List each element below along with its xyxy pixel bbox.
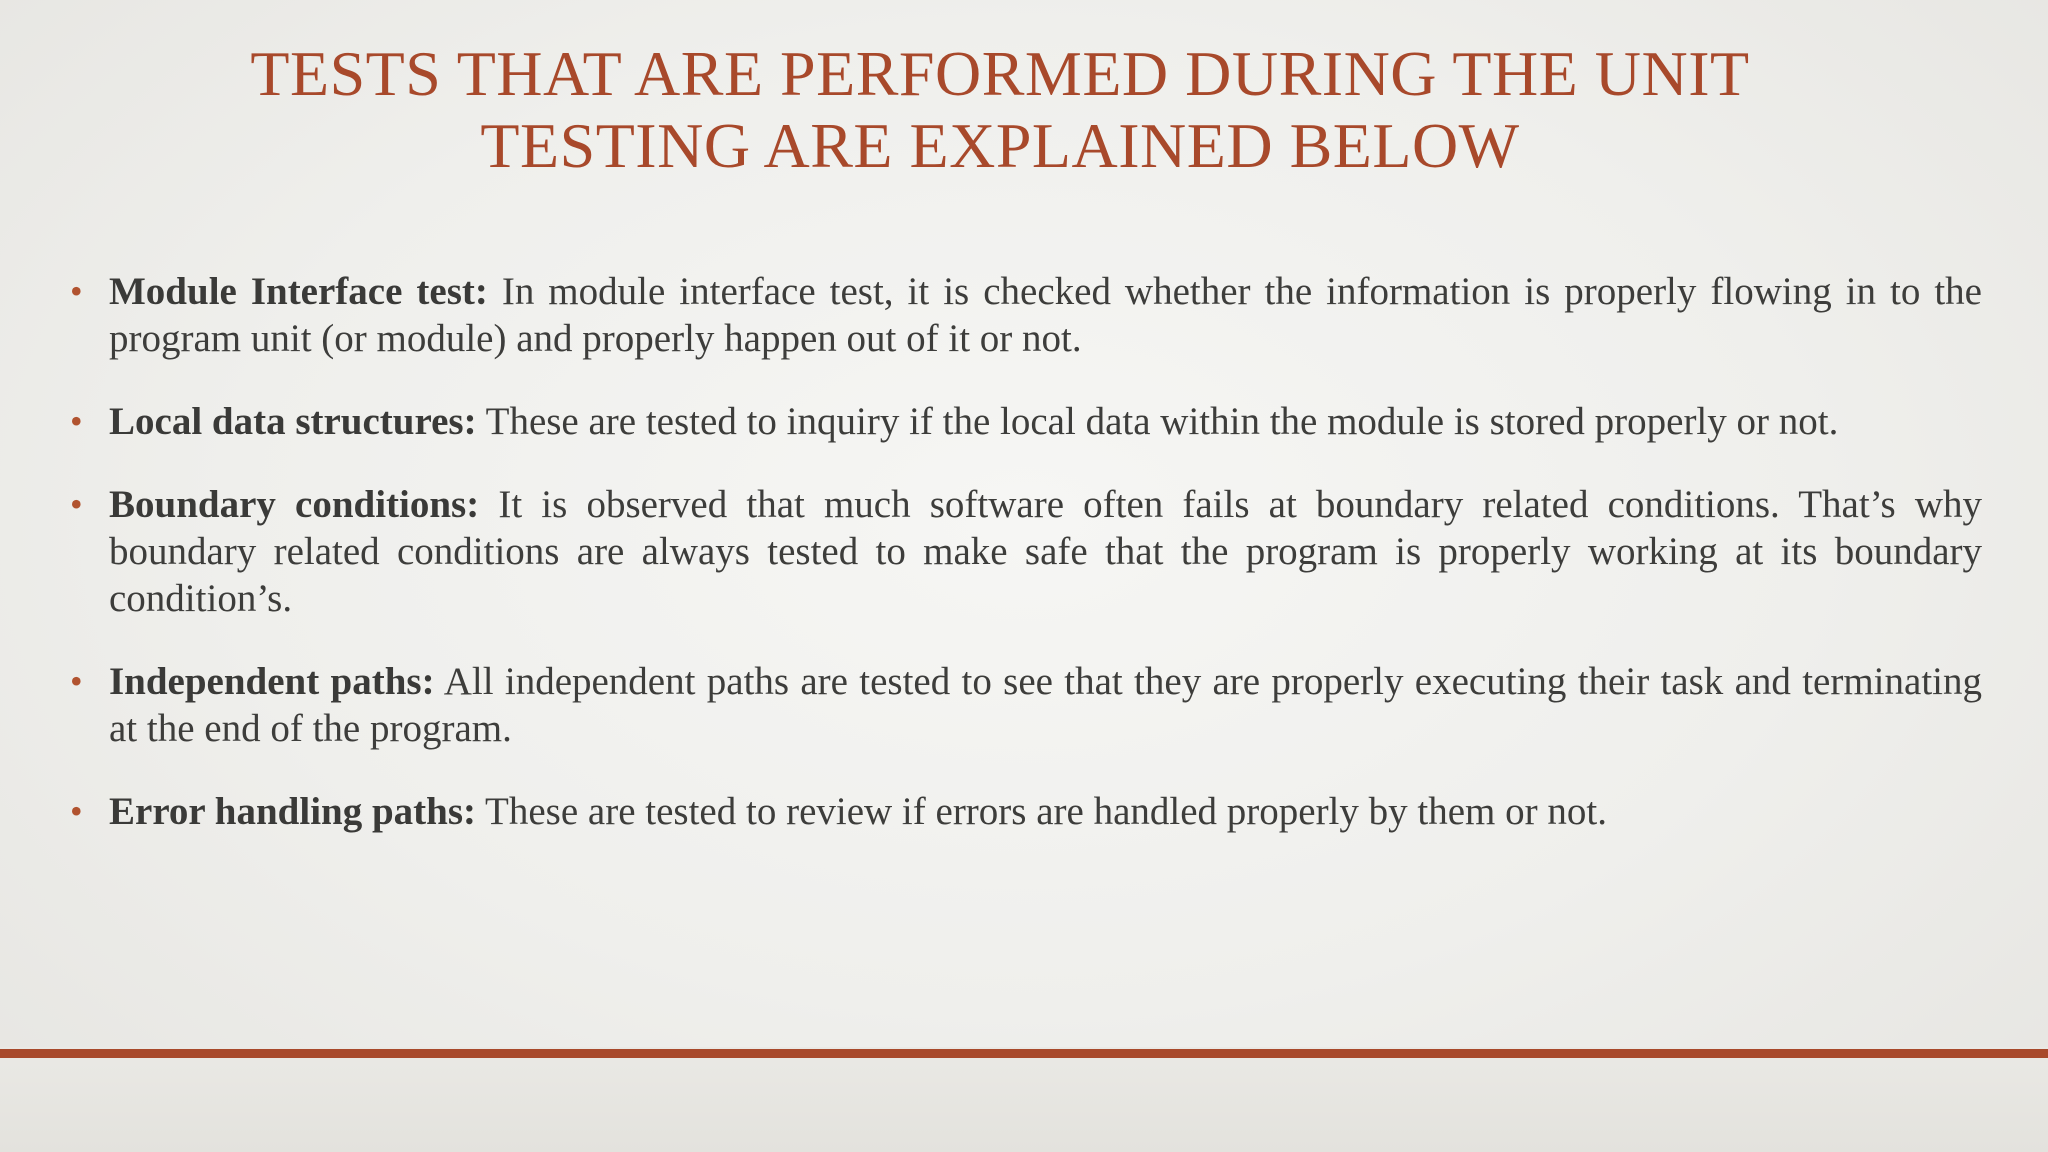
bullet-item [68, 268, 1982, 362]
bullet-text: These are tested to review if errors are handled properly by them or not. [476, 790, 1607, 833]
bullet-term: Error handling paths: [109, 790, 476, 833]
bullet-term: Local data structures: [109, 400, 477, 443]
bullet-item [68, 658, 1982, 752]
slide-title: TESTS THAT ARE PERFORMED DURING THE UNIT TESTING ARE EXPLAINED BELOW [250, 38, 1750, 181]
bullet-dot-icon: • [70, 271, 83, 311]
bullet-text: All independent paths are tested to see that they are properly executing their task and terminating at the end of the program. [109, 660, 1982, 750]
footer-divider [0, 1049, 2048, 1058]
bullet-item [68, 398, 1982, 445]
bullet-text: These are tested to inquiry if the local data within the module is stored properly or not. [476, 400, 1839, 443]
bullet-term: Module Interface test: [109, 270, 488, 313]
bullet-text: In module interface test, it is checked whether the information is properly flowing in to the program unit (or module) and properly happen out of it or not. [109, 270, 1982, 360]
bullet-dot-icon: • [70, 791, 83, 831]
bullet-item [68, 481, 1982, 622]
bullet-dot-icon: • [70, 661, 83, 701]
bullet-item [68, 788, 1982, 835]
footer-band [0, 1047, 2048, 1152]
bullet-dot-icon: • [70, 401, 83, 441]
bullet-term: Independent paths: [109, 660, 435, 703]
bullet-term: Boundary conditions: [109, 483, 480, 526]
bullet-text: It is observed that much software often fails at boundary related conditions. That’s why boundary related conditions are always tested to make safe that the program is properly working at its boundary condition’s. [109, 483, 1982, 620]
bullet-dot-icon: • [70, 484, 83, 524]
bullet-list [68, 268, 1982, 871]
